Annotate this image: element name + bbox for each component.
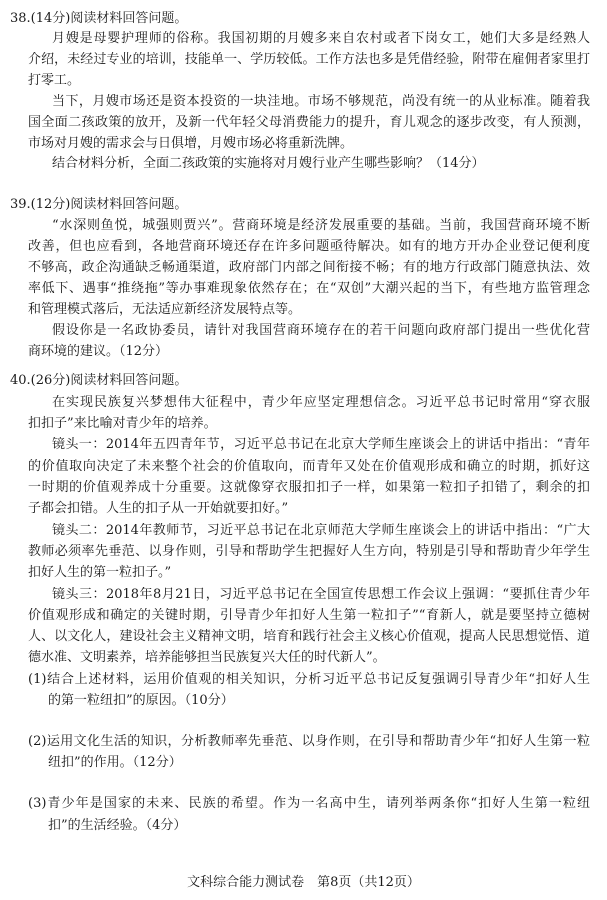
question-header: 40.(26分)阅读材料回答问题。 [10, 373, 188, 388]
material-line: 扣扣子”来比喻对青少年的培养。 [28, 416, 217, 431]
question-prompt: 假设你是一名政协委员，请针对我国营商环境存在的若干问题向政府部门提出一些优化营 [52, 323, 590, 338]
page-footer: 文科综合能力测试卷 第8页（共12页） [187, 875, 420, 890]
material-line: 人、以文化人，建设社会主义精神文明，培育和践行社会主义核心价值观，提高人民思想觉悟、道 [28, 629, 590, 644]
material-line: 月嫂是母婴护理师的俗称。我国初期的月嫂多来自农村或者下岗女工，她们大多是经熟人 [52, 31, 590, 46]
material-line: 和管理模式落后，无法适应新经济发展特点等。 [28, 302, 302, 317]
question-prompt: 商环境的建议。（12分） [28, 344, 169, 359]
question-header: 39.(12分)阅读材料回答问题。 [10, 197, 188, 212]
sub-question-2: 纽扣”的作用。（12分） [48, 755, 182, 770]
material-line: 价值观形成和确定的关键时期，引导青少年扣好人生第一粒扣子”“育新人，就是要坚持立德树 [28, 608, 590, 623]
material-line: 国全面二孩政策的放开，及新一代年轻父母消费能力的提升，育儿观念的逐步改变，有人预测， [28, 115, 590, 130]
material-line: 在实现民族复兴梦想伟大征程中，青少年应坚定理想信念。习近平总书记时常用“穿衣服 [52, 395, 590, 410]
material-line: 德水准、文明素养，培养能够担当民族复兴大任的时代新人”。 [28, 650, 386, 665]
material-line: 的价值取向决定了未来整个社会的价值取向，而青年又处在价值观形成和确立的时期，抓好这 [28, 459, 590, 474]
sub-question-3: (3)青少年是国家的未来、民族的希望。作为一名高中生，请列举两条你“扣好人生第一粒纽 [28, 796, 590, 811]
material-line: 率低下、遇事“推绕拖”等办事难现象依然存在；在“双创”大潮兴起的当下，有些地方监管理念 [28, 281, 590, 296]
material-line: 镜头二：2014年教师节，习近平总书记在北京师范大学师生座谈会上的讲话中指出：“广大 [52, 523, 590, 538]
material-line: 当下，月嫂市场还是资本投资的一块洼地。市场不够规范，尚没有统一的从业标准。随着我 [52, 94, 590, 109]
material-line: 不够高，政企沟通缺乏畅通渠道，政府部门内部之间衔接不畅；有的地方行政部门随意执法、效 [28, 260, 590, 275]
material-line: 介绍，未经过专业的培训，技能单一、学历较低。工作方法也多是凭借经验，附带在雇佣者家里打 [28, 52, 590, 67]
material-line: 教师必须率先垂范、以身作则，引导和帮助学生把握好人生方向，特别是引导和帮助青少年学生 [28, 544, 590, 559]
material-line: 子都会扣错。人生的扣子从一开始就要扣好。” [28, 501, 289, 516]
sub-question-2: (2)运用文化生活的知识，分析教师率先垂范、以身作则，在引导和帮助青少年“扣好人生第一粒 [28, 734, 590, 749]
material-line: 镜头三：2018年8月21日，习近平总书记在全国宣传思想工作会议上强调：“要抓住青少年 [52, 587, 590, 602]
material-line: 一时期的价值观养成十分重要。这就像穿衣服扣扣子一样，如果第一粒扣子扣错了，剩余的扣 [28, 480, 590, 495]
material-line: 镜头一：2014年五四青年节，习近平总书记在北京大学师生座谈会上的讲话中指出：“青年 [52, 437, 590, 452]
question-header: 38.(14分)阅读材料回答问题。 [10, 11, 188, 26]
material-line: 扣好人生的第一粒扣子。” [28, 565, 172, 580]
sub-question-3: 扣”的生活经验。（4分） [48, 818, 187, 833]
material-line: 改善，但也应看到，各地营商环境还存在许多问题亟待解决。如有的地方开办企业登记便利度 [28, 239, 590, 254]
sub-question-1: (1)结合上述材料，运用价值观的相关知识，分析习近平总书记反复强调引导青少年“扣好人生 [28, 672, 590, 687]
sub-question-1: 的第一粒纽扣”的原因。（10分） [48, 693, 234, 708]
material-line: 市场对月嫂的需求会与日俱增，月嫂市场必将重新洗牌。 [28, 136, 354, 151]
question-prompt: 结合材料分析，全面二孩政策的实施将对月嫂行业产生哪些影响？（14分） [52, 156, 485, 171]
material-line: 打零工。 [28, 73, 81, 88]
material-line: “水深则鱼悦，城强则贾兴”。营商环境是经济发展重要的基础。当前，我国营商环境不断 [52, 218, 590, 233]
